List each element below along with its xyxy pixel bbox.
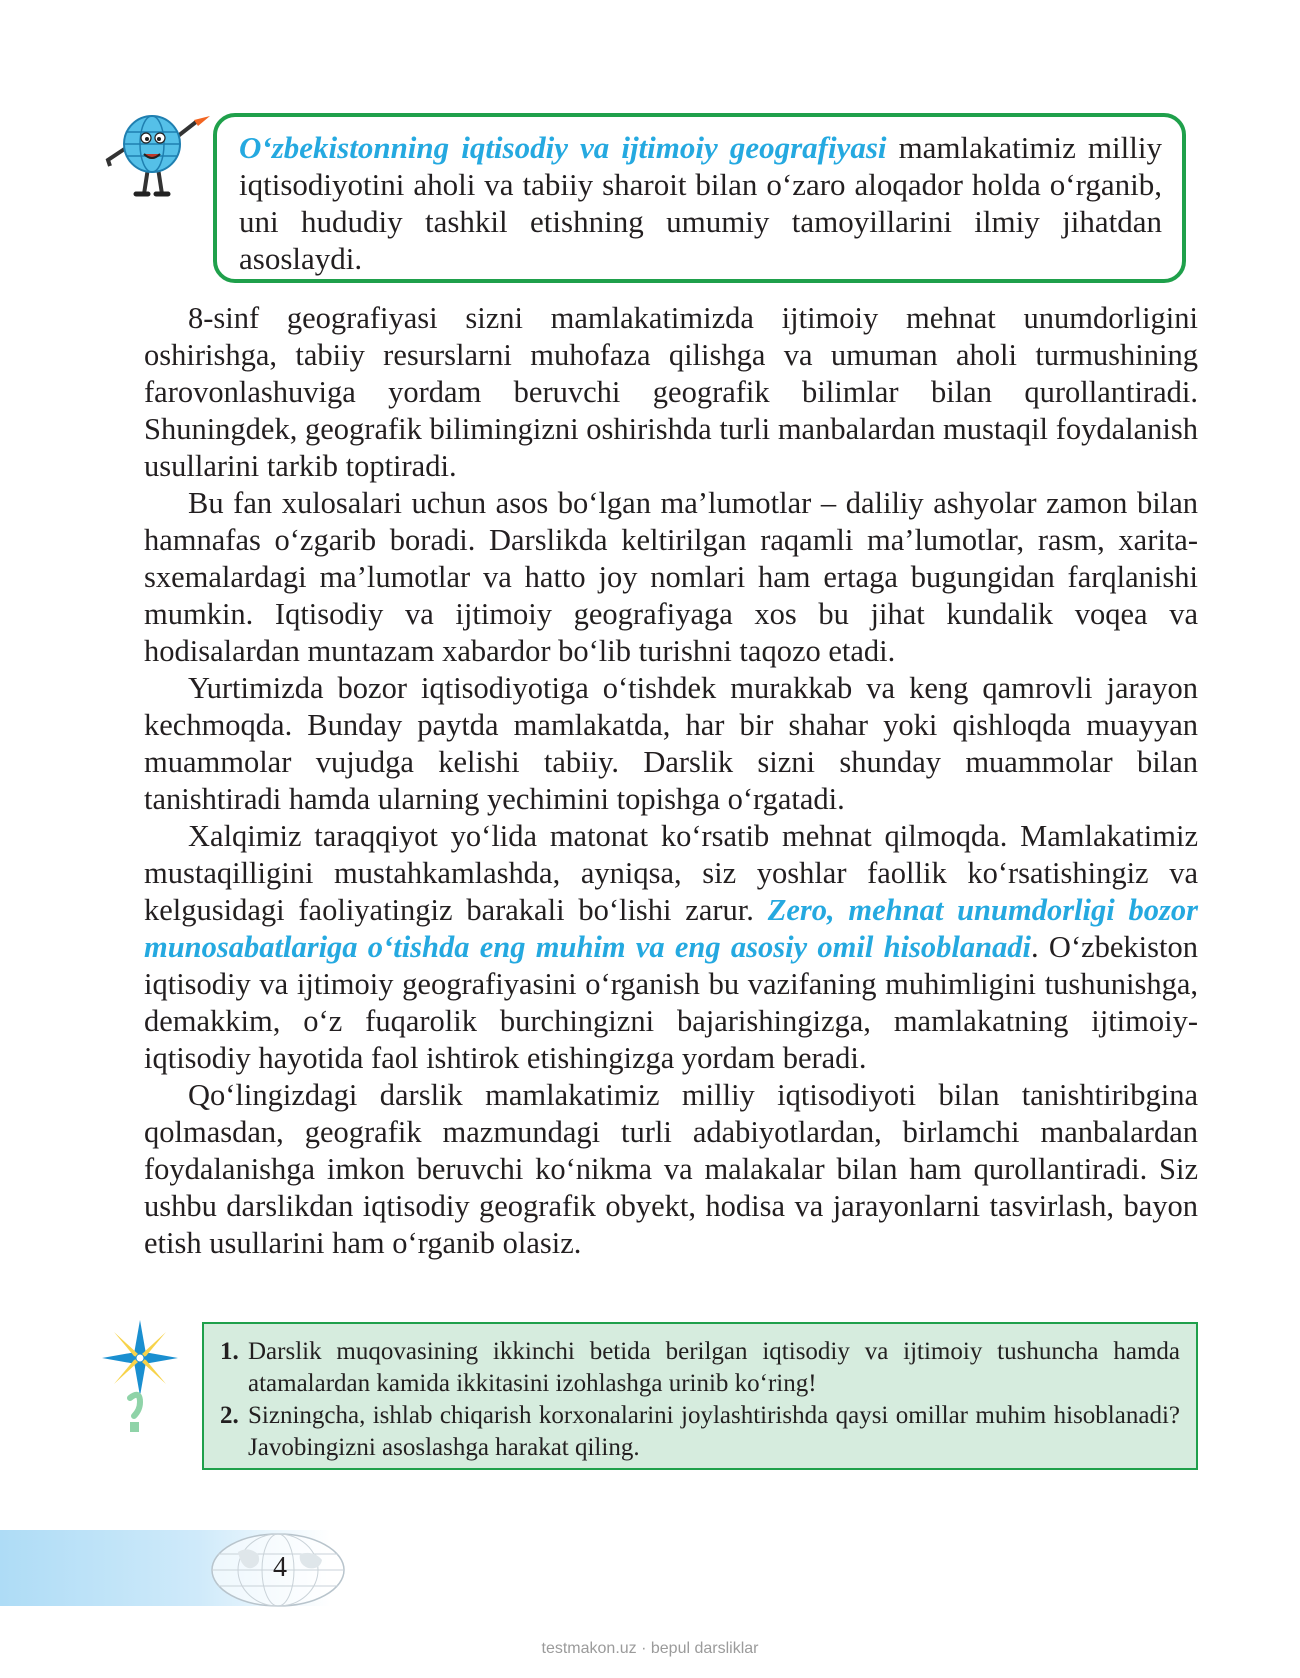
paragraph-2: Bu fan xulosalari uchun asos bo‘lgan ma’lumotlar – daliliy ashyolar zamon bilan hamnafas o‘zgarib boradi. Darslikda keltirilgan raqamli ma’lumotlar, rasm, xarita-sxemalardagi ma’lumotlar va hatto joy nomlari ham ertaga bugungidan farqlanishi mumkin. Iqtisodiy va ijtimoiy geografiyaga xos bu jihat kundalik voqea va hodisalardan muntazam xabardor bo‘lib turishni taqozo etadi.	[144, 486, 1198, 668]
paragraph-3: Yurtimizda bozor iqtisodiyotiga o‘tishdek murakkab va keng qamrovli jarayon kechmoqda. Bunday paytda mamlakatda, har bir shahar yoki qishloqda muayyan muammolar vujudga kelishi tabiiy. Darslik sizni shunday muammolar bilan tanishtiradi hamda ularning yechimini topishga o‘rgatadi.	[144, 671, 1198, 816]
paragraph-4	[144, 818, 1198, 1077]
question-text: Sizningcha, ishlab chiqarish korxonalarini joylashtirishda qaysi omillar muhim hisoblanadi? Javobingizni asoslashga harakat qiling.	[248, 1402, 1180, 1461]
main-text	[144, 300, 1198, 1262]
question-number: 2.	[220, 1402, 239, 1429]
footer-note: testmakon.uz · bepul darsliklar	[541, 1640, 759, 1657]
compass-question-icon	[100, 1318, 180, 1438]
page-number: 4	[273, 1552, 287, 1583]
questions-box	[202, 1322, 1198, 1470]
question-text: Darslik muqovasining ikkinchi betida berilgan iqtisodiy va ijtimoiy tushuncha hamda atamalardan kamida ikkitasini izohlashga urinib ko‘ring!	[248, 1338, 1180, 1397]
paragraph-5: Qo‘lingizdagi darslik mamlakatimiz milliy iqtisodiyoti bilan tanishtiribgina qolmasdan, geografik mazmundagi turli adabiyotlardan, birlamchi manbalardan foydalanishga imkon beruvchi ko‘nikma va malakalar bilan ham qurollantiradi. Siz ushbu darslikdan iqtisodiy geografik obyekt, hodisa va jarayonlarni tasvirlash, bayon etish usullarini ham o‘rganib olasiz.	[144, 1078, 1198, 1260]
intro-definition-box	[213, 113, 1186, 283]
paragraph-1: 8-sinf geografiyasi sizni mamlakatimizda ijtimoiy mehnat unumdorligini oshirishga, tabiiy resurslarni muhofaza qilishga va umuman aholi turmushining farovonlashuviga yordam beruvchi geografik bilimlar bilan qurollantiradi. Shuningdek, geografik bilimingizni oshirishda turli manbalardan mustaqil foydalanish usullarini tarkib toptiradi.	[144, 301, 1198, 483]
question-item	[220, 1336, 1180, 1400]
question-number: 1.	[220, 1338, 239, 1365]
paragraph-4-start: Xalqimiz taraqqiyot yo‘lida matonat ko‘rsatib mehnat qilmoqda. Mamlakatimiz mustaqilligini mustahkamlashda, ayniqsa, siz yoshlar faollik ko‘rsatishingiz va kelgusidagi faoliyatingiz barakali bo‘lishi zarur.	[144, 819, 1198, 927]
paragraph-4-highlight: Zero, mehnat unumdorligi bozor munosabatlariga o‘tishda eng muhim va eng asosiy omil hisoblanadi	[144, 893, 1199, 964]
globe-mascot-icon	[100, 108, 218, 200]
intro-definition-text: mamlakatimiz milliy iqtisodiyotini aholi va tabiiy sharoit bilan o‘zaro aloqador holda o‘rganib, uni hududiy tashkil etishning umumiy tamoyillarini ilmiy jihatdan asoslaydi.	[239, 130, 1162, 276]
paragraph-4-end: . O‘zbekiston iqtisodiy va ijtimoiy geografiyasini o‘rganish bu vazifaning muhimligini tushunishga, demakkim, o‘z fuqarolik burchingizni bajarishingizga, mamlakatning ijtimoiy-iqtisodiy hayotida faol ishtirok etishingizga yordam beradi.	[144, 930, 1198, 1075]
question-item	[220, 1400, 1180, 1464]
intro-lead-term: O‘zbekistonning iqtisodiy va ijtimoiy geografiyasi	[239, 130, 887, 165]
